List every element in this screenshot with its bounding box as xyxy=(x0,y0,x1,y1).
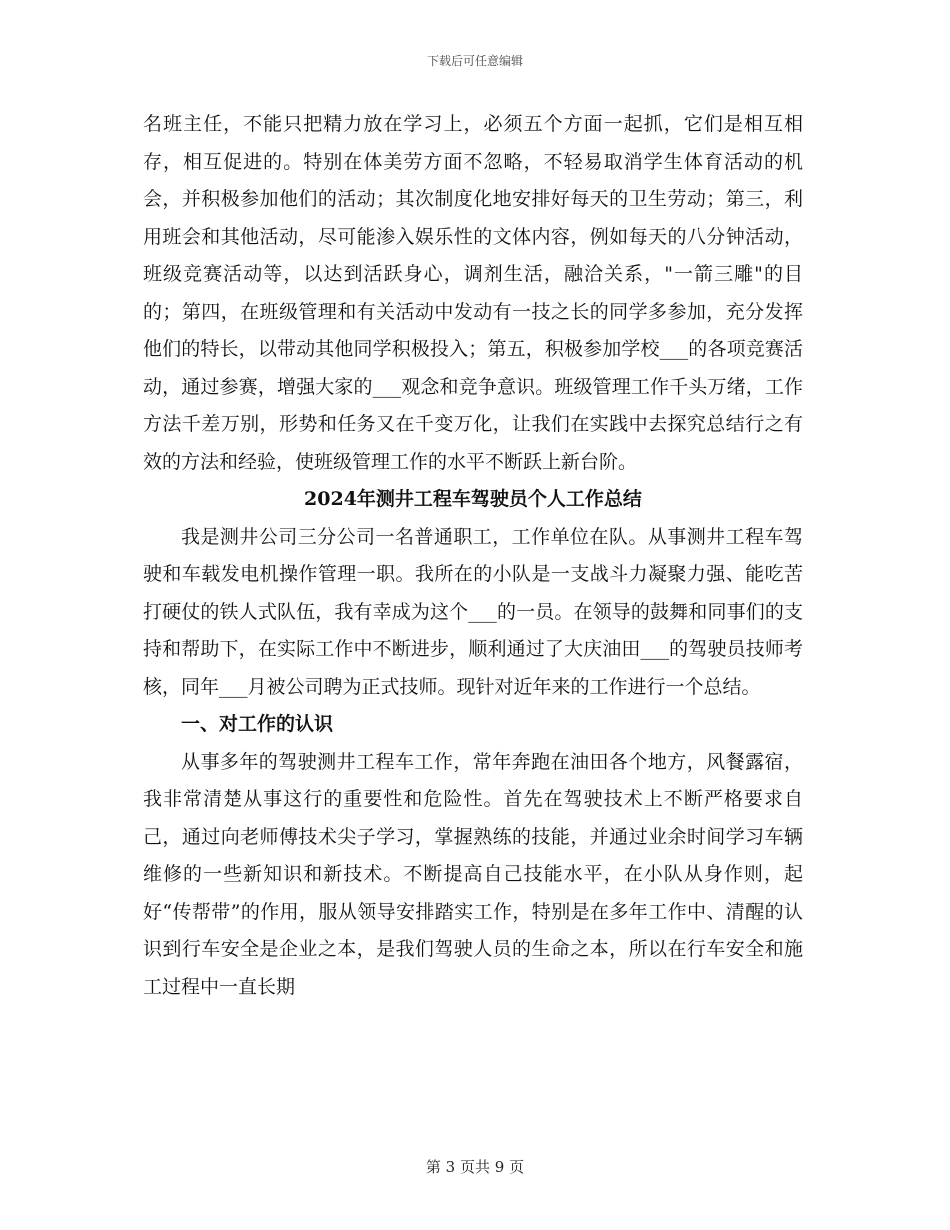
page-number: 第 3 页共 9 页 xyxy=(425,1158,525,1176)
intro-paragraph: 我是测井公司三分公司一名普通职工，工作单位在队。从事测井工程车驾驶和车载发电机操作管理一职。我所在的小队是一支战斗力凝聚力强、能吃苦打硬仗的铁人式队伍，我有幸成为这个___的一员。在领导的鼓舞和同事们的支持和帮助下，在实际工作中不断进步，顺利通过了大庆油田___的驾驶员技师考核，同年___月被公司聘为正式技师。现针对近年来的工作进行一个总结。 xyxy=(143,525,803,698)
work-paragraph: 从事多年的驾驶测井工程车工作，常年奔跑在油田各个地方，风餐露宿，我非常清楚从事这行的重要性和危险性。首先在驾驶技术上不断严格要求自己，通过向老师傅技术尖子学习，掌握熟练的技能，并通过业余时间学习车辆维修的一些新知识和新技术。不断提高自己技能水平，在小队从身作则，起好“传帮带”的作用，服从领导安排踏实工作，特别是在多年工作中、清醒的认识到行车安全是企业之本，是我们驾驶人员的生命之本，所以在行车安全和施工过程中一直长期 xyxy=(143,750,803,998)
document-body xyxy=(143,106,803,1006)
section-title: 2024年测井工程车驾驶员个人工作总结 xyxy=(304,488,642,510)
subheading: 一、对工作的认识 xyxy=(181,713,334,735)
continued-paragraph: 名班主任，不能只把精力放在学习上，必须五个方面一起抓，它们是相互相存，相互促进的。特别在体美劳方面不忽略，不轻易取消学生体育活动的机会，并积极参加他们的活动；其次制度化地安排好每天的卫生劳动；第三，利用班会和其他活动，尽可能渗入娱乐性的文体内容，例如每天的八分钟活动，班级竞赛活动等，以达到活跃身心，调剂生活，融洽关系，"一箭三雕"的目的；第四，在班级管理和有关活动中发动有一技之长的同学多参加，充分发挥他们的特长，以带动其他同学积极投入；第五，积极参加学校___的各项竞赛活动，通过参赛，增强大家的___观念和竞争意识。班级管理工作千头万绪，工作方法千差万别，形势和任务又在千变万化，让我们在实践中去探究总结行之有效的方法和经验，使班级管理工作的水平不断跃上新台阶。 xyxy=(143,113,803,473)
page-header-note: 下载后可任意编辑 xyxy=(426,54,523,68)
